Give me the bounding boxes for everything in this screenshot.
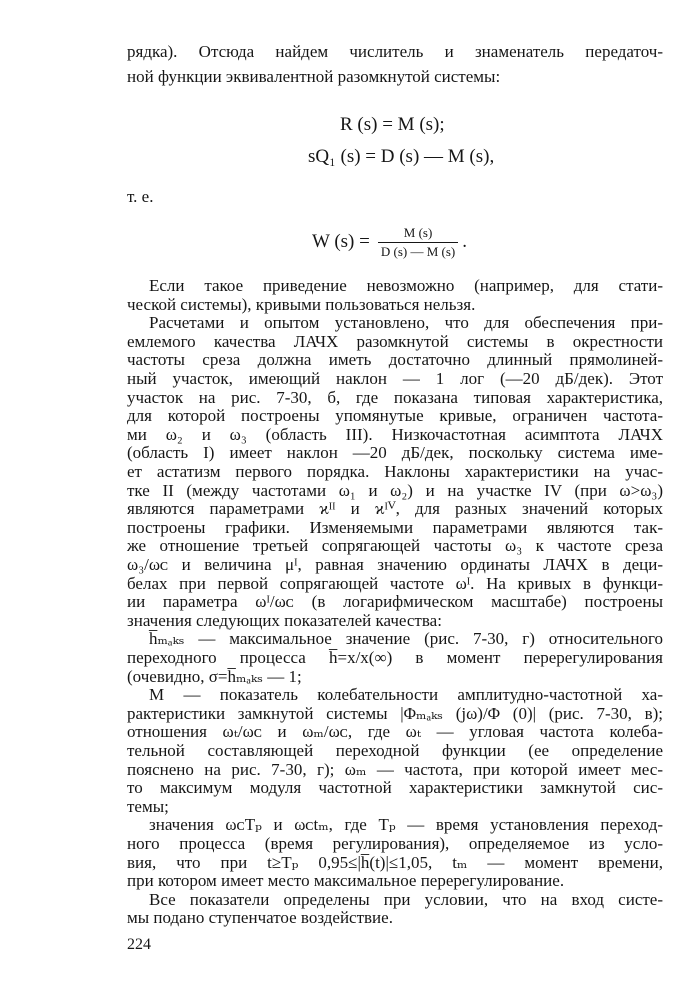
transfer-function-equation	[312, 220, 467, 264]
text-line: значения ωᴄTₚ и ωᴄtₘ, где Tₚ — время установления переход-	[149, 815, 663, 835]
text-line: (очевидно, σ=h̅ₘₐₖₛ — 1;	[127, 666, 302, 686]
text-line: ной функции эквивалентной разомкнутой системы:	[127, 67, 501, 86]
text-line: ми ω₂ и ω₃ (область III). Низкочастотная асимптота ЛАЧХ	[127, 424, 663, 444]
text-line: Расчетами и опытом установлено, что для обеспечения при-	[149, 313, 663, 333]
denominator: D (s) — M (s)	[380, 243, 456, 259]
text-line: пояснено на рис. 7-30, г); ωₘ — частота, при которой имеет мес-	[127, 759, 663, 779]
te-label: т. е.	[127, 187, 154, 206]
text-line: мы подано ступенчатое воздействие.	[127, 908, 393, 928]
text-line: темы;	[127, 796, 169, 816]
text-line: вия, что при t≥Tₚ 0,95≤|h̅(t)|≤1,05, tₘ — момент времени,	[127, 852, 663, 872]
text-line: отношения ωₜ/ωᴄ и ωₘ/ωᴄ, где ωₜ — угловая частота колеба-	[127, 722, 663, 742]
equation-1: R (s) = M (s);	[340, 114, 445, 135]
text-line: же отношение третьей сопрягающей частоты ω₃ к частоте среза	[127, 536, 663, 556]
text-line: при котором имеет место максимальное перерегулирование.	[127, 871, 565, 891]
page-number: 224	[127, 936, 151, 953]
text-line: участок на рис. 7-30, б, где показана типовая характеристика,	[127, 387, 663, 407]
text-line: для которой построены упомянутые кривые, ограничен частота-	[127, 406, 663, 426]
text-line: значения следующих показателей качества:	[127, 610, 442, 630]
text-line: то максимум модуля частотной характеристики замкнутой сис-	[127, 778, 663, 798]
text-line: белах при первой сопрягающей частоте ωᴵ. На кривых в функци-	[127, 573, 663, 593]
text-line: емлемого качества ЛАЧХ разомкнутой системы в окрестности	[127, 331, 663, 351]
text-line: Все показатели определены при условии, что на вход систе-	[149, 889, 663, 909]
fraction	[378, 224, 458, 261]
text-line: Если такое приведение невозможно (например, для стати-	[149, 276, 663, 295]
text-line: ного процесса (время регулирования), определяемое из усло-	[127, 834, 663, 853]
text-line: построены графики. Изменяемыми параметрами являются так-	[127, 517, 663, 537]
text-line: ный участок, имеющий наклон — 1 лог (—20 дБ/дек). Этот	[127, 369, 663, 388]
text-line: рактеристики замкнутой системы |Φₘₐₖₛ (jω)/Φ (0)| (рис. 7-30, в);	[127, 703, 663, 723]
equation-end: .	[462, 231, 467, 252]
text-line: тке II (между частотами ω₁ и ω₂) и на участке IV (при ω>ω₃)	[127, 480, 663, 500]
text-line: (область I) имеет наклон —20 дБ/дек, поскольку система име-	[127, 443, 663, 463]
text-line: ет астатизм первого порядка. Наклоны характеристики на учас-	[127, 462, 663, 481]
text-line: h̅ₘₐₖₛ — максимальное значение (рис. 7-30, г) относительного	[149, 629, 663, 649]
text-line: ческой системы), кривыми пользоваться нельзя.	[127, 294, 476, 314]
text-line: тельной составляющей переходной функции (ее определение	[127, 741, 663, 760]
text-line: ии параметра ωᴵ/ωᴄ (в логарифмическом масштабе) построены	[127, 592, 663, 612]
numerator: M (s)	[378, 224, 458, 243]
text-line: переходного процесса h̅=x/x(∞) в момент перерегулирования	[127, 648, 663, 667]
text-line: являются параметрами ϰᴵᴵ и ϰᴵⱽ, для разных значений которых	[127, 499, 663, 519]
equation-2: sQ₁ (s) = D (s) — M (s),	[308, 146, 495, 167]
equation-lhs: W (s) =	[312, 231, 370, 252]
text-line: частоты среза должна иметь достаточно длинный прямолиней-	[127, 350, 663, 370]
text-line: ω₃/ωᴄ и величина μᴵ, равная значению ординаты ЛАЧХ в деци-	[127, 555, 663, 574]
text-line: рядка). Отсюда найдем числитель и знаменатель передаточ-	[127, 42, 663, 61]
text-line: M — показатель колебательности амплитудно-частотной ха-	[149, 685, 663, 705]
